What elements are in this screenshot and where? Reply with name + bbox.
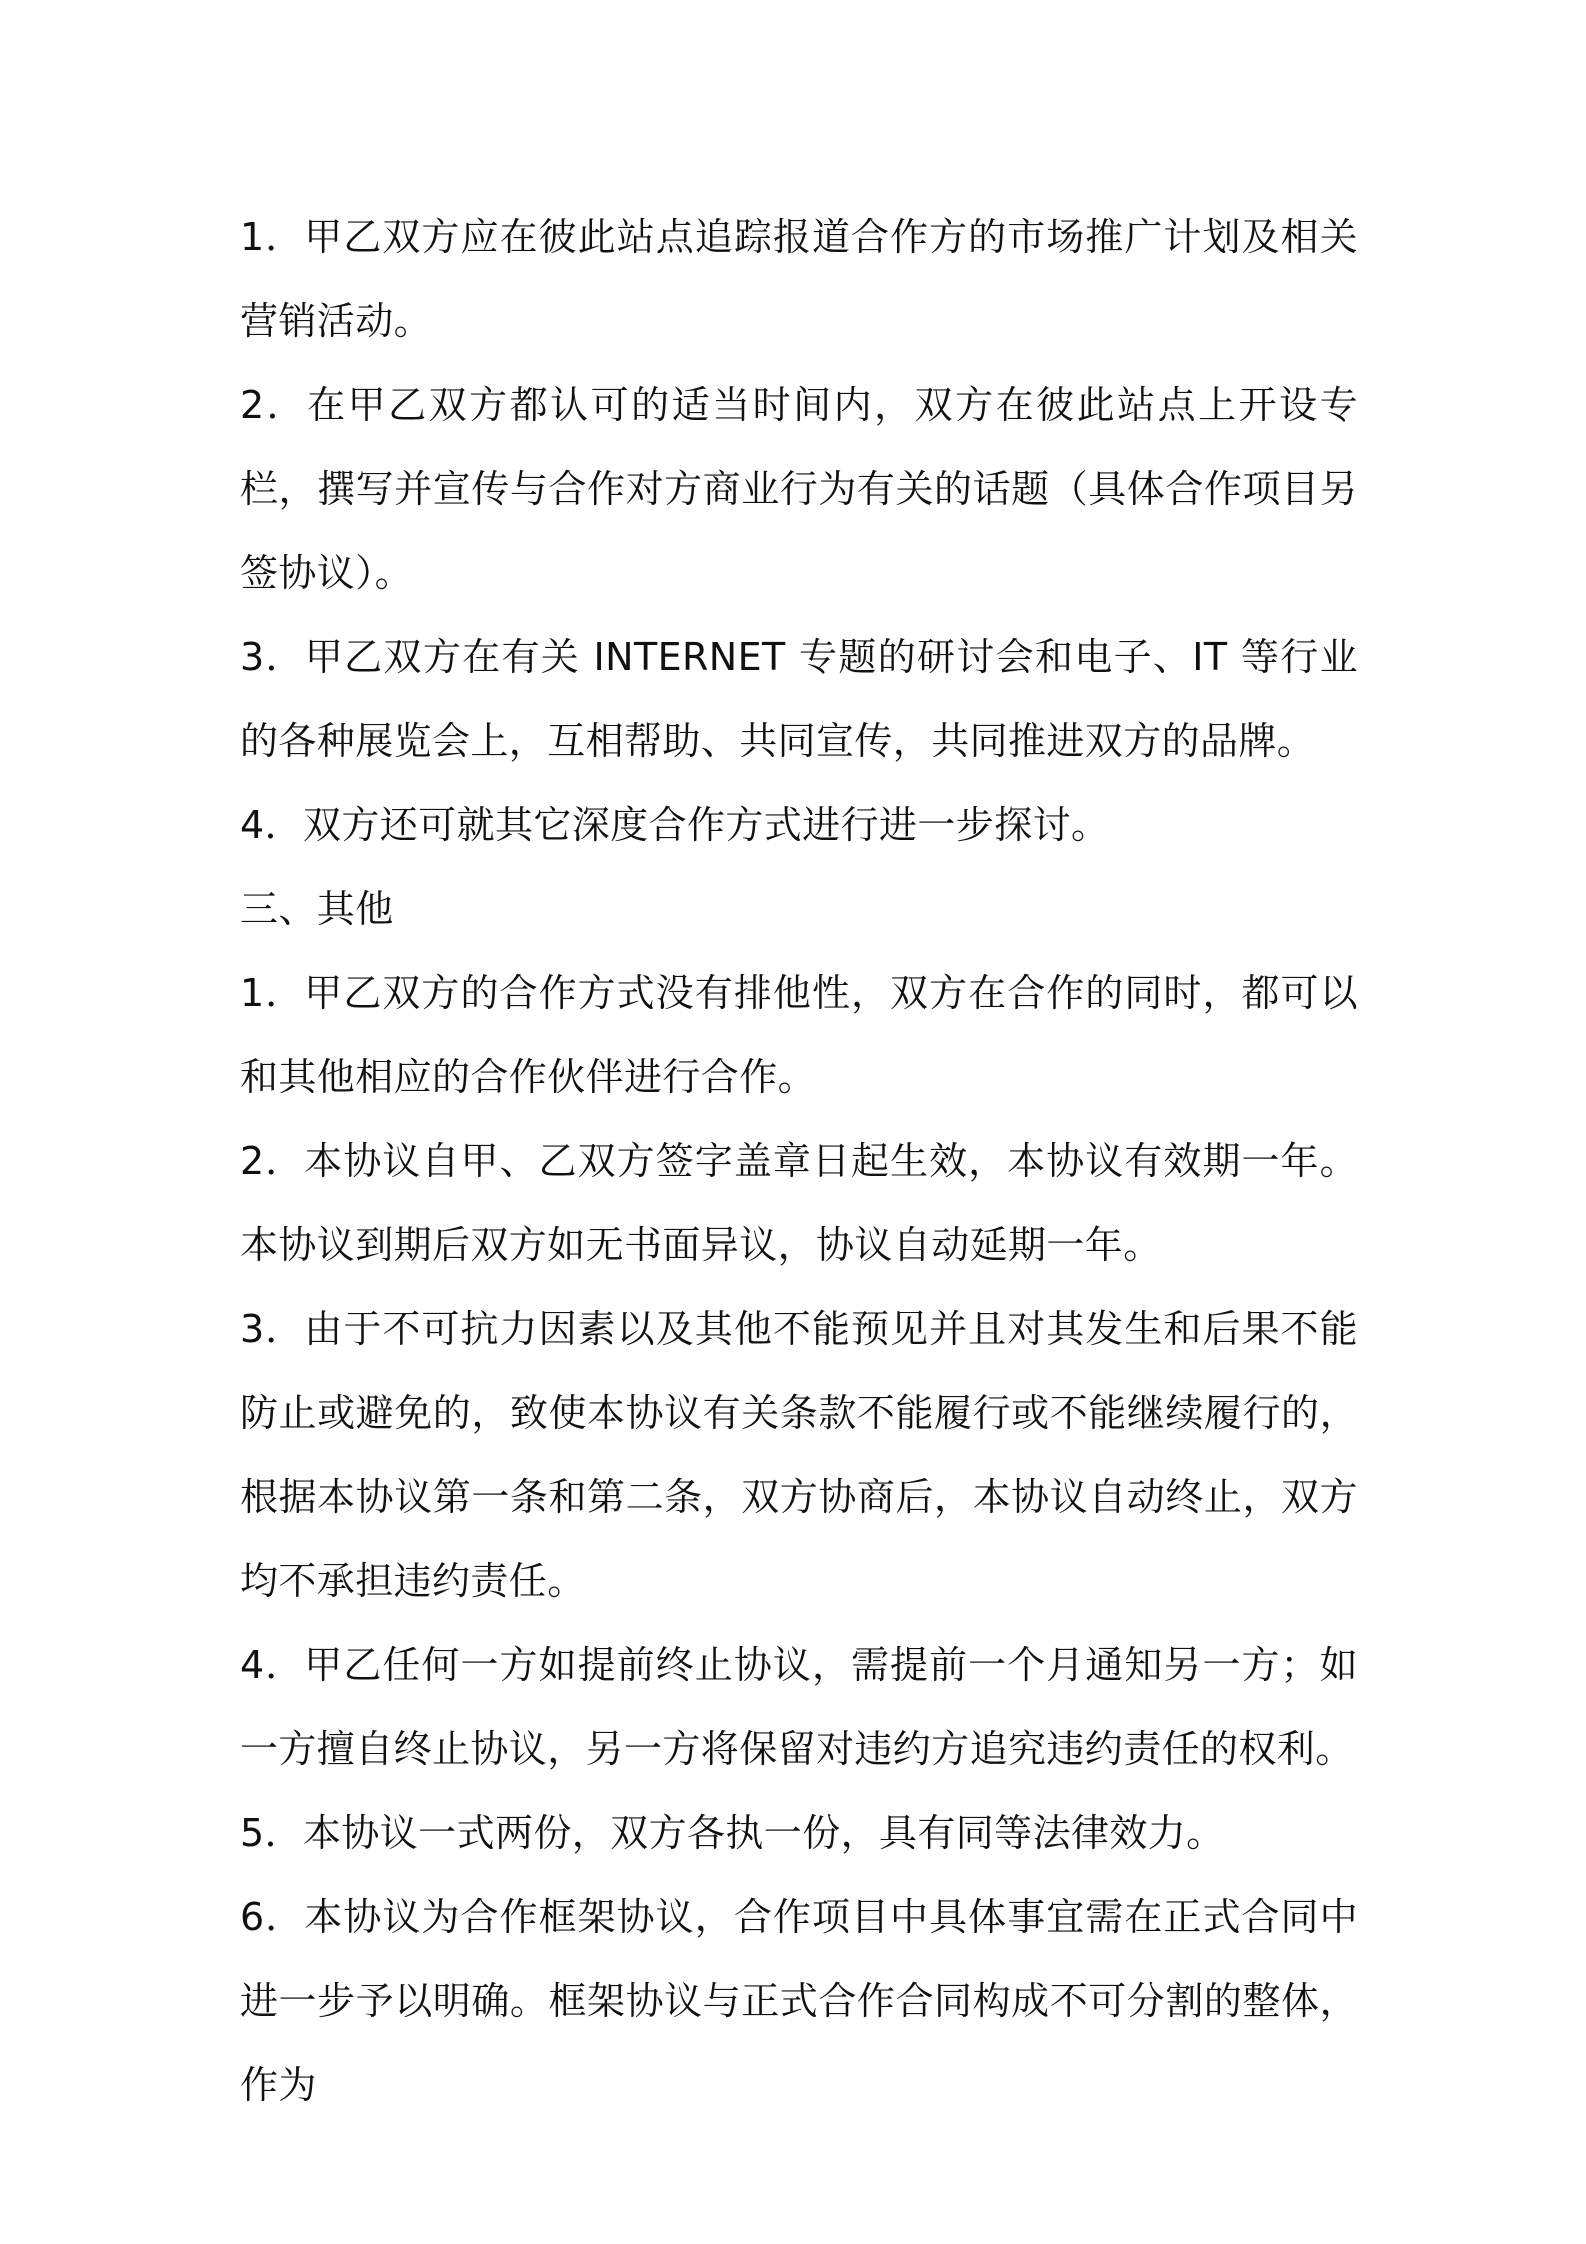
clause-2-item-2: 2．在甲乙双方都认可的适当时间内，双方在彼此站点上开设专栏，撰写并宣传与合作对方商业行为有关的话题（具体合作项目另签协议）。: [240, 383, 1358, 595]
clause-3-item-3: 3．由于不可抗力因素以及其他不能预见并且对其发生和后果不能防止或避免的，致使本协议有关条款不能履行或不能继续履行的，根据本协议第一条和第二条，双方协商后，本协议自动终止，双方均不承担违约责任。: [240, 1307, 1358, 1603]
clause-2-item-3: 3．甲乙双方在有关 INTERNET 专题的研讨会和电子、IT 等行业的各种展览会上，互相帮助、共同宣传，共同推进双方的品牌。: [240, 635, 1358, 763]
document-body: [240, 195, 1358, 2127]
clause-3-item-4: 4．甲乙任何一方如提前终止协议，需提前一个月通知另一方；如一方擅自终止协议，另一方将保留对违约方追究违约责任的权利。: [240, 1643, 1358, 1771]
clause-3-item-1: 1．甲乙双方的合作方式没有排他性，双方在合作的同时，都可以和其他相应的合作伙伴进行合作。: [240, 971, 1358, 1099]
clause-2-item-1: 1．甲乙双方应在彼此站点追踪报道合作方的市场推广计划及相关营销活动。: [240, 215, 1358, 343]
section-heading-other: 三、其他: [240, 887, 394, 931]
clause-2-item-4: 4．双方还可就其它深度合作方式进行进一步探讨。: [240, 803, 1110, 847]
clause-3-item-2: 2．本协议自甲、乙双方签字盖章日起生效，本协议有效期一年。本协议到期后双方如无书面异议，协议自动延期一年。: [240, 1139, 1358, 1267]
clause-3-item-5: 5．本协议一式两份，双方各执一份，具有同等法律效力。: [240, 1811, 1225, 1855]
clause-3-item-6: 6．本协议为合作框架协议，合作项目中具体事宜需在正式合同中进一步予以明确。框架协议与正式合作合同构成不可分割的整体，作为: [240, 1895, 1358, 2107]
